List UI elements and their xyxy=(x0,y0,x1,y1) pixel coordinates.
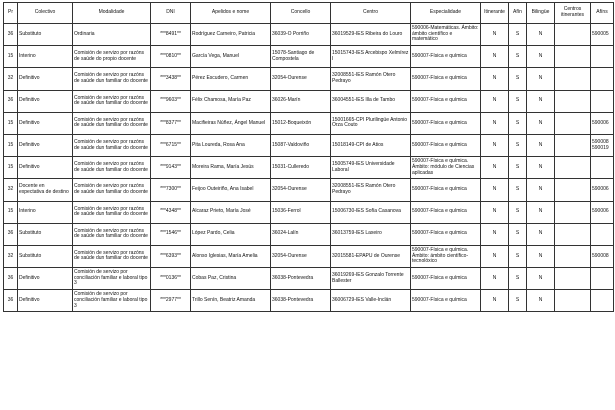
table-row xyxy=(4,90,614,112)
bilingue-cell: N xyxy=(527,46,555,68)
pr-cell: 32 xyxy=(4,68,18,90)
especialidade-cell: 590006-Matemáticas. Ámbito: ámbito científico e matemático xyxy=(411,24,481,46)
bilingue-cell: N xyxy=(527,90,555,112)
centro-cell: 32008551-IES Ramón Otero Pedrayo xyxy=(331,68,411,90)
afins-cell xyxy=(591,46,614,68)
table-row xyxy=(4,223,614,245)
afins-cell xyxy=(591,68,614,90)
dni-cell: ***8491** xyxy=(151,24,191,46)
especialidade-cell: 590007-Física e química xyxy=(411,290,481,312)
modalidade-cell: Comisión de servizo por razóns de saúde dun familiar do docente xyxy=(73,179,151,201)
concello-cell: 32054-Ourense xyxy=(271,179,331,201)
name-cell: Moreira Rama, María Jesús xyxy=(191,157,271,179)
dni-cell: ***8377** xyxy=(151,112,191,134)
table-row xyxy=(4,157,614,179)
especialidade-cell: 590007-Física e química xyxy=(411,90,481,112)
concello-cell: 36026-Marín xyxy=(271,90,331,112)
bilingue-cell: N xyxy=(527,68,555,90)
centro-cell: 15005749-IES Universidade Laboral xyxy=(331,157,411,179)
column-header-especialidade: Especialidade xyxy=(411,3,481,24)
dni-cell: ***0136** xyxy=(151,268,191,290)
afin-cell: S xyxy=(509,223,527,245)
name-cell: Pérez Escudero, Carmen xyxy=(191,68,271,90)
afin-cell: S xyxy=(509,268,527,290)
colectivo-cell: Definitivo xyxy=(18,68,73,90)
especialidade-cell: 590007-Física e química. Ámbito: módulo de Ciencias aplicadas xyxy=(411,157,481,179)
column-header-dni: DNI xyxy=(151,3,191,24)
table-row xyxy=(4,112,614,134)
table-row xyxy=(4,24,614,46)
itinerante-cell: N xyxy=(481,46,509,68)
afins-cell xyxy=(591,90,614,112)
pr-cell: 32 xyxy=(4,179,18,201)
centros-itinerantes-cell xyxy=(555,290,591,312)
centros-itinerantes-cell xyxy=(555,90,591,112)
afins-cell: 590008 xyxy=(591,245,614,267)
itinerante-cell: N xyxy=(481,68,509,90)
centros-itinerantes-cell xyxy=(555,68,591,90)
afins-cell xyxy=(591,290,614,312)
itinerante-cell: N xyxy=(481,24,509,46)
bilingue-cell: N xyxy=(527,223,555,245)
table-row xyxy=(4,245,614,267)
itinerante-cell: N xyxy=(481,179,509,201)
afin-cell: S xyxy=(509,90,527,112)
centros-itinerantes-cell xyxy=(555,134,591,156)
modalidade-cell: Comisión de servizo por conciliación familiar e laboral tipo 3 xyxy=(73,268,151,290)
column-header-afins: Afíns xyxy=(591,3,614,24)
table-row xyxy=(4,290,614,312)
concello-cell: 15078-Santiago de Compostela xyxy=(271,46,331,68)
centro-cell: 36019529-IES Ribeira do Louro xyxy=(331,24,411,46)
bilingue-cell: N xyxy=(527,24,555,46)
dni-cell: ***7300** xyxy=(151,179,191,201)
bilingue-cell: N xyxy=(527,134,555,156)
modalidade-cell: Comisión de servizo por razóns de saúde do propio docente xyxy=(73,46,151,68)
afin-cell: S xyxy=(509,68,527,90)
colectivo-cell: Definitivo xyxy=(18,268,73,290)
pr-cell: 32 xyxy=(4,245,18,267)
especialidade-cell: 590007-Física e química. Ámbito: ámbito científico-tecnolóxico xyxy=(411,245,481,267)
bilingue-cell: N xyxy=(527,290,555,312)
modalidade-cell: Comisión de servizo por razóns de saúde dun familiar do docente xyxy=(73,112,151,134)
afins-cell: 590005 xyxy=(591,24,614,46)
afin-cell: S xyxy=(509,290,527,312)
dni-cell: ***6715** xyxy=(151,134,191,156)
colectivo-cell: Definitivo xyxy=(18,90,73,112)
itinerante-cell: N xyxy=(481,134,509,156)
concello-cell: 32054-Ourense xyxy=(271,68,331,90)
name-cell: Rodríguez Carneiro, Patricia xyxy=(191,24,271,46)
especialidade-cell: 590007-Física e química xyxy=(411,112,481,134)
table-row xyxy=(4,179,614,201)
centros-itinerantes-cell xyxy=(555,112,591,134)
pr-cell: 15 xyxy=(4,201,18,223)
afin-cell: S xyxy=(509,179,527,201)
colectivo-cell: Definitivo xyxy=(18,134,73,156)
name-cell: Trillo Senín, Beatriz Amanda xyxy=(191,290,271,312)
concello-cell: 15012-Boqueixón xyxy=(271,112,331,134)
colectivo-cell: Interino xyxy=(18,201,73,223)
centro-cell: 32015581-EPAPU de Ourense xyxy=(331,245,411,267)
name-cell: Félix Chamosa, María Paz xyxy=(191,90,271,112)
concello-cell: 36038-Pontevedra xyxy=(271,268,331,290)
bilingue-cell: N xyxy=(527,112,555,134)
concello-cell: 15087-Valdoviño xyxy=(271,134,331,156)
itinerante-cell: N xyxy=(481,112,509,134)
table-header xyxy=(4,3,614,24)
colectivo-cell: Interino xyxy=(18,46,73,68)
column-header-centro: Centro xyxy=(331,3,411,24)
itinerante-cell: N xyxy=(481,157,509,179)
concello-cell: 36039-O Porriño xyxy=(271,24,331,46)
colectivo-cell: Substituto xyxy=(18,24,73,46)
concello-cell: 36038-Pontevedra xyxy=(271,290,331,312)
itinerante-cell: N xyxy=(481,268,509,290)
afins-cell xyxy=(591,157,614,179)
pr-cell: 36 xyxy=(4,24,18,46)
bilingue-cell: N xyxy=(527,245,555,267)
colectivo-cell: Substituto xyxy=(18,245,73,267)
dni-cell: ***3438** xyxy=(151,68,191,90)
colectivo-cell: Definitivo xyxy=(18,157,73,179)
bilingue-cell: N xyxy=(527,157,555,179)
column-header-centros-itinerantes: Centros itinerantes xyxy=(555,3,591,24)
concello-cell: 15036-Ferrol xyxy=(271,201,331,223)
especialidade-cell: 590007-Física e química xyxy=(411,268,481,290)
column-header-apelidos-e-nome: Apelidos e nome xyxy=(191,3,271,24)
afin-cell: S xyxy=(509,134,527,156)
centro-cell: 36006729-IES Valle-Inclán xyxy=(331,290,411,312)
dni-cell: ***2977** xyxy=(151,290,191,312)
centros-itinerantes-cell xyxy=(555,24,591,46)
centros-itinerantes-cell xyxy=(555,201,591,223)
dni-cell: ***6393** xyxy=(151,245,191,267)
centro-cell: 32008551-IES Ramón Otero Pedrayo xyxy=(331,179,411,201)
modalidade-cell: Comisión de servizo por razóns de saúde dun familiar do docente xyxy=(73,157,151,179)
pr-cell: 15 xyxy=(4,112,18,134)
column-header-afin: Afín xyxy=(509,3,527,24)
colectivo-cell: Definitivo xyxy=(18,112,73,134)
pr-cell: 36 xyxy=(4,90,18,112)
itinerante-cell: N xyxy=(481,223,509,245)
modalidade-cell: Comisión de servizo por razóns de saúde dun familiar do docente xyxy=(73,223,151,245)
dni-cell: ***4348** xyxy=(151,201,191,223)
itinerante-cell: N xyxy=(481,290,509,312)
centro-cell: 15006730-IES Sofía Casanova xyxy=(331,201,411,223)
pr-cell: 15 xyxy=(4,134,18,156)
centros-itinerantes-cell xyxy=(555,179,591,201)
afins-cell: 590006 xyxy=(591,112,614,134)
pr-cell: 36 xyxy=(4,290,18,312)
centro-cell: 15018149-CPI de Atios xyxy=(331,134,411,156)
pr-cell: 15 xyxy=(4,157,18,179)
column-header-pr: Pr xyxy=(4,3,18,24)
name-cell: Feijoo Outeiriño, Ana Isabel xyxy=(191,179,271,201)
centro-cell: 36019269-IES Gonzalo Torrente Ballester xyxy=(331,268,411,290)
centros-itinerantes-cell xyxy=(555,46,591,68)
bilingue-cell: N xyxy=(527,179,555,201)
afins-cell xyxy=(591,268,614,290)
table-row xyxy=(4,46,614,68)
pr-cell: 36 xyxy=(4,223,18,245)
modalidade-cell: Comisión de servizo por razóns de saúde dun familiar do docente xyxy=(73,201,151,223)
concello-cell: 36024-Lalín xyxy=(271,223,331,245)
centro-cell: 15001665-CPI Plurilingüe Antonio Orza Couto xyxy=(331,112,411,134)
afins-cell: 590008 590019 xyxy=(591,134,614,156)
header-row xyxy=(4,3,614,24)
pr-cell: 15 xyxy=(4,46,18,68)
assignments-table xyxy=(3,2,614,312)
column-header-bilingue: Bilingüe xyxy=(527,3,555,24)
especialidade-cell: 590007-Física e química xyxy=(411,179,481,201)
table-row xyxy=(4,268,614,290)
modalidade-cell: Comisión de servizo por razóns de saúde dun familiar do docente xyxy=(73,134,151,156)
name-cell: López Pardo, Celia xyxy=(191,223,271,245)
colectivo-cell: Docente en expectativa de destino xyxy=(18,179,73,201)
concello-cell: 15031-Culleredo xyxy=(271,157,331,179)
dni-cell: ***9143** xyxy=(151,157,191,179)
name-cell: Pita Loureda, Rosa Ana xyxy=(191,134,271,156)
modalidade-cell: Comisión de servizo por conciliación familiar e laboral tipo 3 xyxy=(73,290,151,312)
modalidade-cell: Comisión de servizo por razóns de saúde dun familiar do docente xyxy=(73,245,151,267)
modalidade-cell: Ordinaria xyxy=(73,24,151,46)
especialidade-cell: 590007-Física e química xyxy=(411,201,481,223)
colectivo-cell: Substituto xyxy=(18,223,73,245)
modalidade-cell: Comisión de servizo por razóns de saúde dun familiar do docente xyxy=(73,68,151,90)
centro-cell: 36004551-IES Illa de Tambo xyxy=(331,90,411,112)
name-cell: Cobas Paz, Cristina xyxy=(191,268,271,290)
column-header-itinerante: Itinerante xyxy=(481,3,509,24)
especialidade-cell: 590007-Física e química xyxy=(411,68,481,90)
column-header-colectivo: Colectivo xyxy=(18,3,73,24)
pr-cell: 36 xyxy=(4,268,18,290)
itinerante-cell: N xyxy=(481,201,509,223)
modalidade-cell: Comisión de servizo por razóns de saúde dun familiar do docente xyxy=(73,90,151,112)
itinerante-cell: N xyxy=(481,90,509,112)
colectivo-cell: Definitivo xyxy=(18,290,73,312)
name-cell: García Vega, Manuel xyxy=(191,46,271,68)
bilingue-cell: N xyxy=(527,201,555,223)
afin-cell: S xyxy=(509,24,527,46)
centros-itinerantes-cell xyxy=(555,268,591,290)
centro-cell: 36013759-IES Laxeiro xyxy=(331,223,411,245)
centros-itinerantes-cell xyxy=(555,223,591,245)
dni-cell: ***1546** xyxy=(151,223,191,245)
table-row xyxy=(4,201,614,223)
dni-cell: ***0810** xyxy=(151,46,191,68)
afin-cell: S xyxy=(509,46,527,68)
afin-cell: S xyxy=(509,157,527,179)
afins-cell: 590006 xyxy=(591,201,614,223)
afin-cell: S xyxy=(509,245,527,267)
itinerante-cell: N xyxy=(481,245,509,267)
concello-cell: 32054-Ourense xyxy=(271,245,331,267)
name-cell: Alcaraz Prieto, María José xyxy=(191,201,271,223)
especialidade-cell: 590007-Física e química xyxy=(411,223,481,245)
afins-cell: 590006 xyxy=(591,179,614,201)
afin-cell: S xyxy=(509,112,527,134)
dni-cell: ***9603** xyxy=(151,90,191,112)
name-cell: Macifieiras Núñez, Ángel Manuel xyxy=(191,112,271,134)
column-header-concello: Concello xyxy=(271,3,331,24)
column-header-modalidade: Modalidade xyxy=(73,3,151,24)
bilingue-cell: N xyxy=(527,268,555,290)
table-row xyxy=(4,134,614,156)
especialidade-cell: 590007-Física e química xyxy=(411,134,481,156)
afin-cell: S xyxy=(509,201,527,223)
table-body xyxy=(4,24,614,312)
table-row xyxy=(4,68,614,90)
centro-cell: 15015743-IES Arcebispo Xelmírez I xyxy=(331,46,411,68)
name-cell: Alonso Iglesias, María Amelia xyxy=(191,245,271,267)
especialidade-cell: 590007-Física e química xyxy=(411,46,481,68)
afins-cell xyxy=(591,223,614,245)
centros-itinerantes-cell xyxy=(555,245,591,267)
centros-itinerantes-cell xyxy=(555,157,591,179)
